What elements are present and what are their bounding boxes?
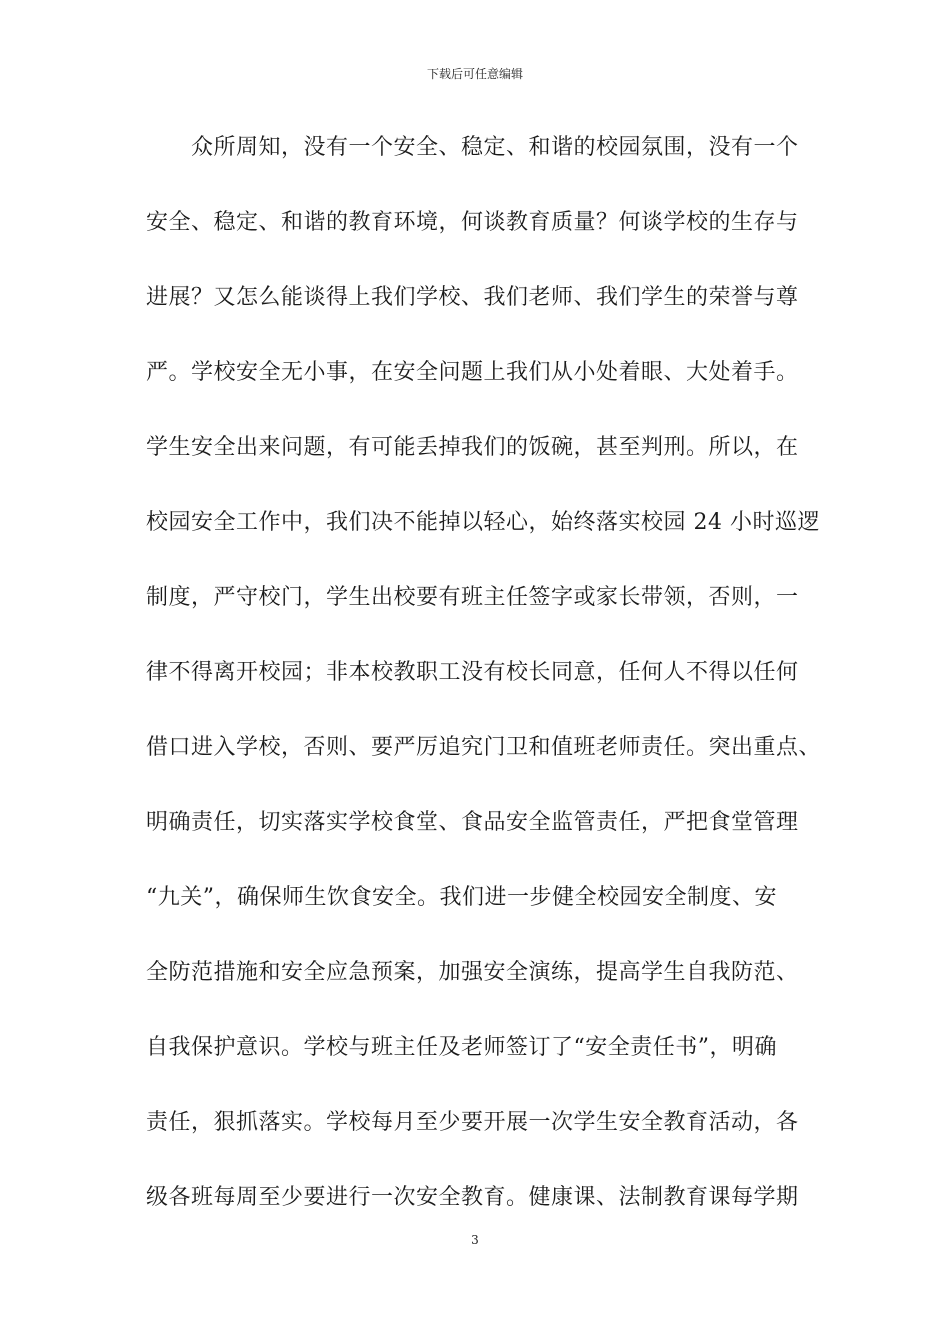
paragraph-line: 全防范措施和安全应急预案，加强安全演练，提高学生自我防范、 [146, 960, 799, 985]
page-header: 下载后可任意编辑 [426, 67, 523, 81]
paragraph-line: 借口进入学校，否则、要严厉追究门卫和值班老师责任。突出重点、 [146, 735, 822, 760]
paragraph-line: 自我保护意识。学校与班主任及老师签订了“安全责任书”，明确 [146, 1035, 777, 1060]
paragraph-line: “九关”，确保师生饮食安全。我们进一步健全校园安全制度、安 [146, 885, 777, 910]
document-body [146, 128, 846, 1253]
paragraph-line: 众所周知，没有一个安全、稳定、和谐的校园氛围，没有一个 [146, 135, 799, 160]
paragraph-line: 制度，严守校门，学生出校要有班主任签字或家长带领，否则，一 [146, 585, 799, 610]
paragraph-line: 律不得离开校园；非本校教职工没有校长同意，任何人不得以任何 [146, 660, 799, 685]
paragraph-line: 严。学校安全无小事，在安全问题上我们从小处着眼、大处着手。 [146, 360, 799, 385]
paragraph-line: 责任，狠抓落实。学校每月至少要开展一次学生安全教育活动，各 [146, 1110, 799, 1135]
paragraph-line: 明确责任，切实落实学校食堂、食品安全监管责任，严把食堂管理 [146, 810, 799, 835]
paragraph-line: 学生安全出来问题，有可能丢掉我们的饭碗，甚至判刑。所以，在 [146, 435, 799, 460]
paragraph-line: 安全、稳定、和谐的教育环境，何谈教育质量？何谈学校的生存与 [146, 210, 799, 235]
page-number: 3 [471, 1233, 479, 1247]
paragraph-line: 进展？又怎么能谈得上我们学校、我们老师、我们学生的荣誉与尊 [146, 285, 799, 310]
paragraph-line: 级各班每周至少要进行一次安全教育。健康课、法制教育课每学期 [146, 1185, 799, 1210]
paragraph-line: 校园安全工作中，我们决不能掉以轻心，始终落实校园 24 小时巡逻 [146, 510, 820, 535]
